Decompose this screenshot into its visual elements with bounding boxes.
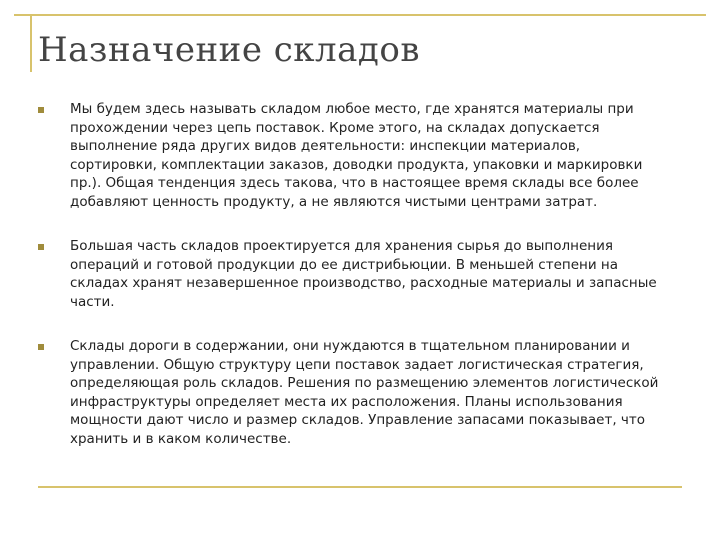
bullet-text: Мы будем здесь называть складом любое место, где хранятся материалы при прохождении через цепь поставок. Кроме этого, на складах допускается выполнение ряда других видов деятельности: инспекции материалов, сортировки, комплектации заказов, доводки продукта, упаковки и маркировки пр.). Общая тенденция здесь такова, что в настоящее время склады все более добавляют ценность продукту, а не являются чистыми центрами затрат. (70, 101, 643, 210)
bullet-list (38, 100, 678, 474)
bullet-item (38, 337, 678, 448)
square-bullet-icon (38, 107, 44, 113)
bullet-item (38, 100, 678, 211)
slide-title: Назначение складов (38, 30, 420, 70)
bullet-item (38, 237, 678, 311)
title-frame-left-rule (30, 14, 32, 72)
title-frame-top-rule (14, 14, 706, 16)
bullet-text: Склады дороги в содержании, они нуждаются в тщательном планировании и управлении. Общую структуру цепи поставок задает логистическая стратегия, определяющая роль складов. Решения по размещению элементов логистической инфраструктуры определяет места их расположения. Планы использования мощности дают число и размер складов. Управление запасами показывает, что хранить и в каком количестве. (70, 338, 659, 447)
square-bullet-icon (38, 244, 44, 250)
square-bullet-icon (38, 344, 44, 350)
bottom-divider (38, 486, 682, 488)
bullet-text: Большая часть складов проектируется для хранения сырья до выполнения операций и готовой продукции до ее дистрибьюции. В меньшей степени на складах хранят незавершенное производство, расходные материалы и запасные части. (70, 238, 657, 310)
